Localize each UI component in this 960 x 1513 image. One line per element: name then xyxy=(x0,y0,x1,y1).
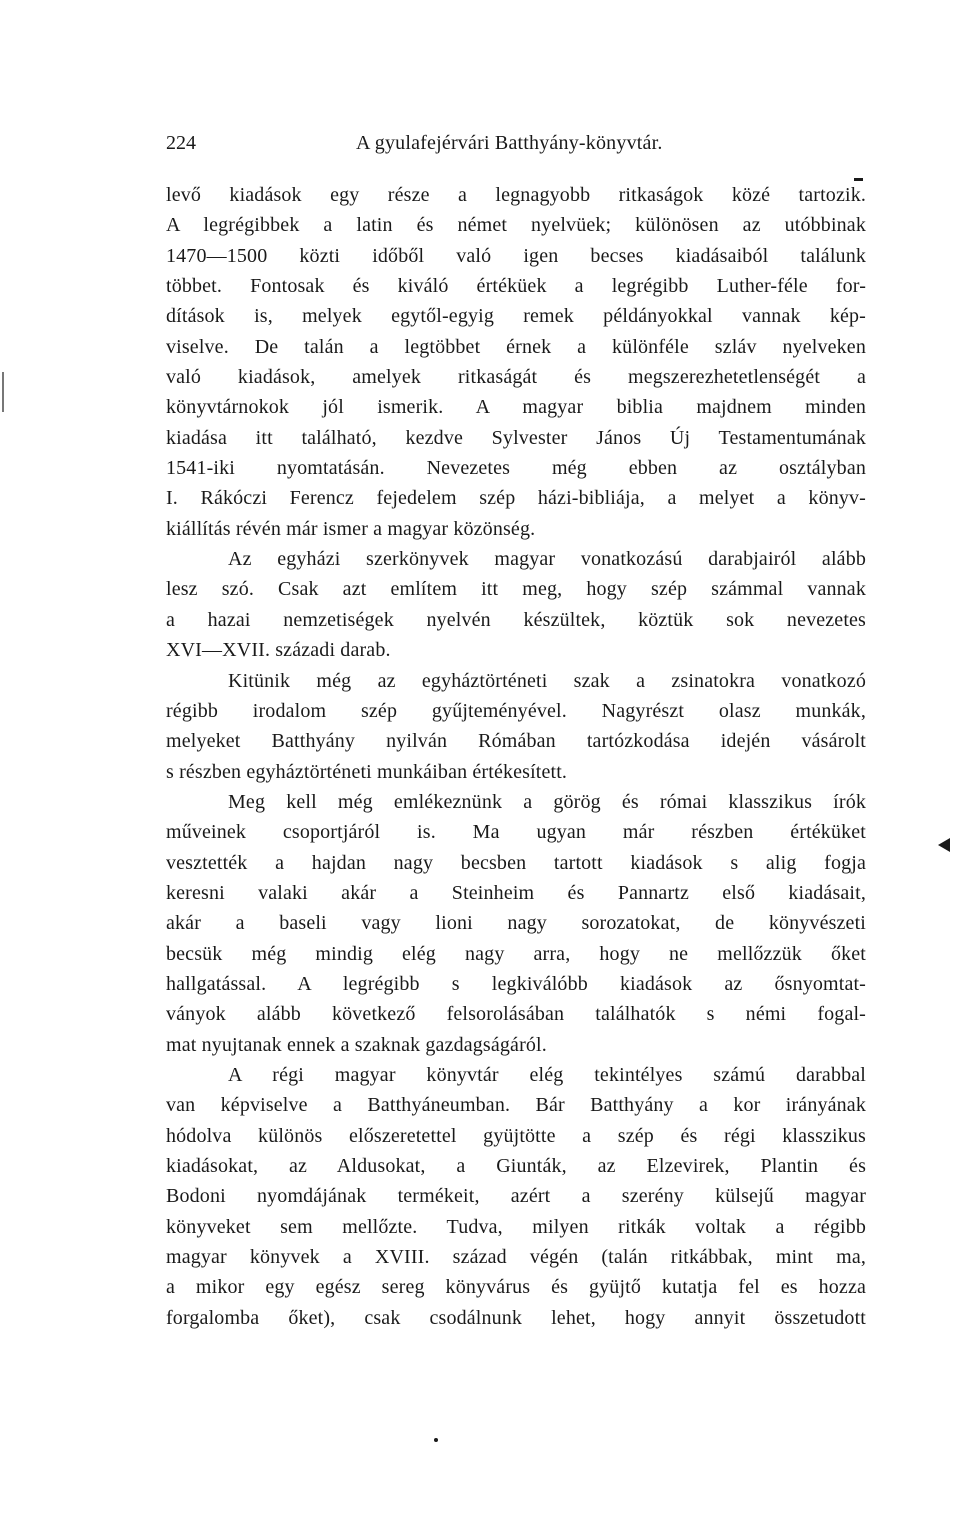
margin-arrow-icon xyxy=(938,838,950,852)
text-line: Bodoni nyomdájának termékeit, azért a szerény külsejű magyar xyxy=(166,1185,866,1208)
text-line: műveinek csoportjáról is. Ma ugyan már részben értéküket xyxy=(166,821,866,844)
text-line: hódolva különös előszeretettel gyüjtötte a szép és régi klasszikus xyxy=(166,1124,866,1147)
text-line: mat nyujtanak ennek a szaknak gazdagságáról. xyxy=(166,1033,547,1056)
text-line: a hazai nemzetiségek nyelvén készültek, köztük sok nevezetes xyxy=(166,608,866,631)
text-line: A legrégibbek a latin és német nyelvüek; különösen az utóbbinak xyxy=(166,214,866,237)
text-line: keresni valaki akár a Steinheim és Pannartz első kiadásait, xyxy=(166,881,866,904)
text-line: Az egyházi szerkönyvek magyar vonatkozású darabjairól alább xyxy=(228,548,866,571)
text-line: kiadása itt található, kezdve Sylvester János Új Testamentumának xyxy=(166,426,866,449)
text-line: A régi magyar könyvtár elég tekintélyes számú darabbal xyxy=(228,1063,866,1086)
text-line: s részben egyháztörténeti munkáiban értékesített. xyxy=(166,760,568,783)
text-line: ványok alább következő felsorolásában találhatók s némi fogal- xyxy=(166,1003,866,1026)
text-line: akár a baseli vagy lioni nagy sorozatokat, de könyvészeti xyxy=(166,912,866,935)
text-line: a mikor egy egész sereg könyvárus és gyüjtő kutatja fel es hozza xyxy=(166,1276,866,1299)
text-line: 1541-iki nyomtatásán. Nevezetes még ebben az osztályban xyxy=(166,457,866,480)
print-dot-mark xyxy=(434,1438,438,1442)
text-line: lesz szó. Csak azt említem itt meg, hogy szép számmal vannak xyxy=(166,578,866,601)
text-line: magyar könyvek a XVIII. század végén (talán ritkábbak, mint ma, xyxy=(166,1246,866,1269)
scan-edge-mark xyxy=(2,372,4,412)
text-line: van képviselve a Batthyáneumban. Bár Batthyány a kor irányának xyxy=(166,1094,866,1117)
running-title: A gyulafejérvári Batthyány-könyvtár. xyxy=(356,132,663,154)
page-number: 224 xyxy=(166,132,196,154)
text-line: Kitünik még az egyháztörténeti szak a zsinatokra vonatkozó xyxy=(228,669,866,692)
text-line: könyveket sem mellőzte. Tudva, milyen ritkák voltak a régibb xyxy=(166,1215,866,1238)
text-line: viselve. De talán a legtöbbet érnek a különféle szláv nyelveken xyxy=(166,335,866,358)
text-line: vesztették a hajdan nagy becsben tartott kiadások s alig fogja xyxy=(166,851,866,874)
text-line: kiadásokat, az Aldusokat, a Giunták, az Elzevirek, Plantin és xyxy=(166,1155,866,1177)
text-line: dítások is, melyek egytől-egyig remek példányokkal vannak kép- xyxy=(166,305,866,328)
body-text xyxy=(166,180,866,1333)
text-line: 1470—1500 közti időből való igen becses kiadásaiból találunk xyxy=(166,244,866,267)
text-line: kiállítás révén már ismer a magyar közönség. xyxy=(166,517,536,540)
text-line: XVI—XVII. századi darab. xyxy=(166,639,391,662)
text-line: régibb irodalom szép gyűjteményével. Nagyrészt olasz munkák, xyxy=(166,699,866,722)
text-line: hallgatással. A legrégibb s legkiválóbb kiadások az ősnyomtat- xyxy=(166,972,866,995)
page-header xyxy=(166,128,866,158)
text-line: való kiadások, amelyek ritkaságát és megszerezhetetlenségét a xyxy=(166,366,866,389)
text-line: I. Rákóczi Ferencz fejedelem szép házi-bibliája, a melyet a könyv- xyxy=(166,487,866,510)
text-line: többet. Fontosak és kiváló értéküek a legrégibb Luther-féle for- xyxy=(166,275,866,298)
text-line: forgalomba őket), csak csodálnunk lehet, hogy annyit összetudott xyxy=(166,1306,866,1329)
text-line: Meg kell még emlékeznünk a görög és római klasszikus írók xyxy=(228,790,866,813)
text-line: könyvtárnokok jól ismerik. A magyar biblia majdnem minden xyxy=(166,396,866,419)
text-line: levő kiadások egy része a legnagyobb ritkaságok közé tartozik. xyxy=(166,184,866,206)
text-line: melyeket Batthyány nyilván Rómában tartózkodása idején vásárolt xyxy=(166,730,866,753)
text-line: becsük még mindig elég nagy arra, hogy ne mellőzzük őket xyxy=(166,942,866,965)
